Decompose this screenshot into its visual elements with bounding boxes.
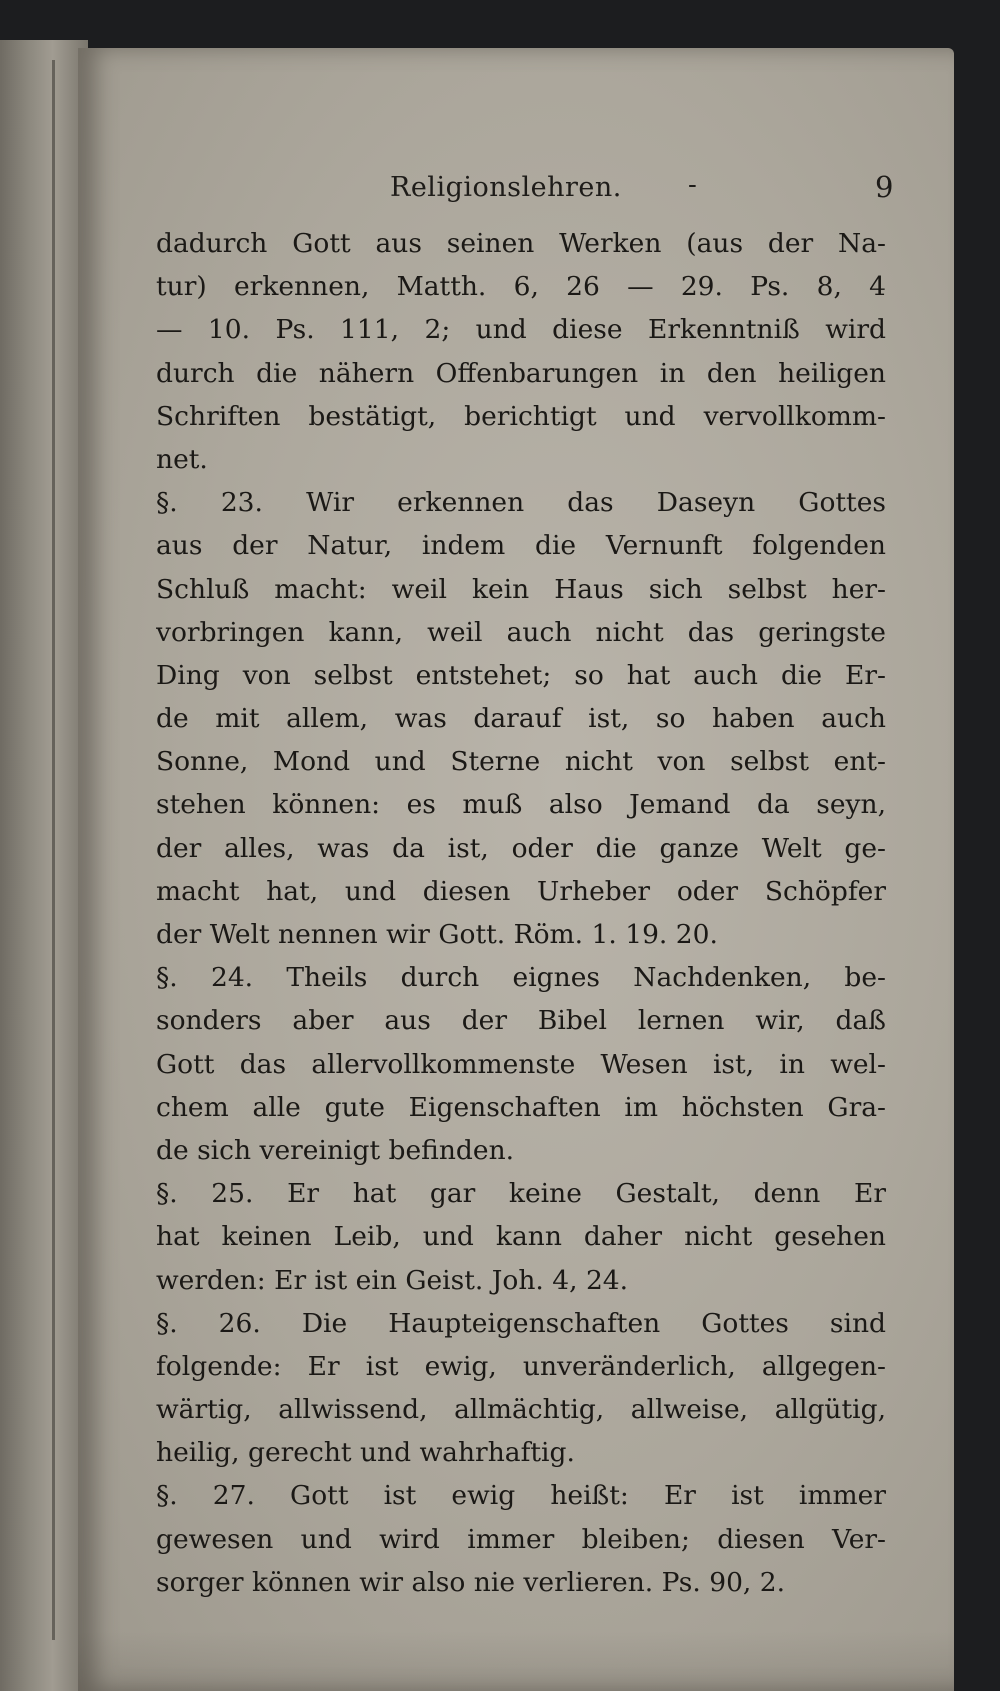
text-line: de mit allem, was darauf ist, so haben auch: [156, 703, 886, 735]
page-number: 9: [875, 170, 894, 204]
text-line: §. 27. Gott ist ewig heißt: Er ist immer: [156, 1480, 886, 1512]
text-line: wärtig, allwissend, allmächtig, allweise, allgütig,: [156, 1394, 886, 1426]
book-spine: [0, 40, 88, 1691]
text-line: de sich vereinigt befinden.: [156, 1134, 515, 1166]
page-header: [190, 168, 894, 214]
text-line: Schriften bestätigt, berichtigt und vervollkomm-: [156, 400, 886, 432]
text-line: der alles, was da ist, oder die ganze Welt ge-: [156, 832, 886, 864]
text-line: durch die nähern Offenbarungen in den heiligen: [156, 357, 886, 389]
text-line: hat keinen Leib, und kann daher nicht gesehen: [156, 1221, 886, 1253]
header-dash: -: [688, 170, 697, 200]
text-line: sonders aber aus der Bibel lernen wir, daß: [156, 1005, 886, 1037]
page-shadow: [78, 1631, 954, 1691]
text-line: tur) erkennen, Matth. 6, 26 — 29. Ps. 8, 4: [156, 271, 886, 303]
text-line: §. 23. Wir erkennen das Daseyn Gottes: [156, 487, 886, 519]
text-line: heilig, gerecht und wahrhaftig.: [156, 1437, 575, 1469]
running-head: Religionslehren.: [390, 172, 622, 203]
body-text: [156, 222, 886, 1604]
text-line: folgende: Er ist ewig, unveränderlich, allgegen-: [156, 1350, 886, 1382]
text-line: werden: Er ist ein Geist. Joh. 4, 24.: [156, 1264, 629, 1296]
text-line: Ding von selbst entstehet; so hat auch die Er-: [156, 659, 886, 691]
text-line: aus der Natur, indem die Vernunft folgenden: [156, 530, 886, 562]
text-line: vorbringen kann, weil auch nicht das geringste: [156, 616, 886, 648]
text-line: §. 25. Er hat gar keine Gestalt, denn Er: [156, 1178, 886, 1210]
text-line: — 10. Ps. 111, 2; und diese Erkenntniß wird: [156, 314, 886, 346]
text-line: Sonne, Mond und Sterne nicht von selbst ent-: [156, 746, 886, 778]
text-line: §. 26. Die Haupteigenschaften Gottes sind: [156, 1307, 886, 1339]
text-line: macht hat, und diesen Urheber oder Schöpfer: [156, 875, 886, 907]
text-line: stehen können: es muß also Jemand da seyn,: [156, 789, 886, 821]
text-line: der Welt nennen wir Gott. Röm. 1. 19. 20.: [156, 919, 718, 950]
text-line: gewesen und wird immer bleiben; diesen Ver-: [156, 1523, 886, 1555]
text-line: Gott das allervollkommenste Wesen ist, in wel-: [156, 1048, 886, 1080]
text-line: sorger können wir also nie verlieren. Ps. 90, 2.: [156, 1566, 786, 1598]
spine-edge: [52, 60, 55, 1640]
text-line: Schluß macht: weil kein Haus sich selbst her-: [156, 573, 886, 605]
text-line: net.: [156, 443, 208, 475]
text-line: dadurch Gott aus seinen Werken (aus der Na-: [156, 228, 886, 259]
text-line: chem alle gute Eigenschaften im höchsten Gra-: [156, 1091, 886, 1123]
text-line: §. 24. Theils durch eignes Nachdenken, be-: [156, 962, 886, 994]
